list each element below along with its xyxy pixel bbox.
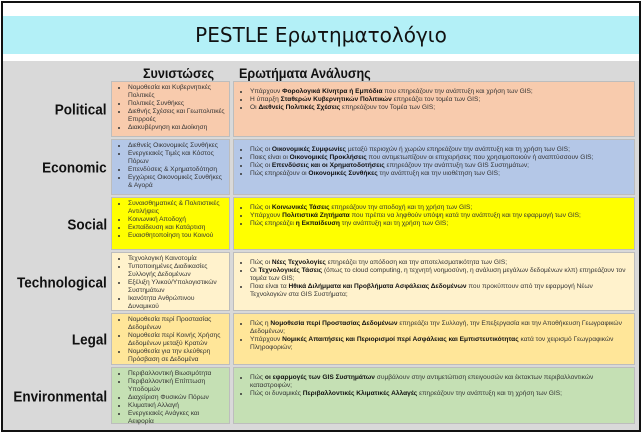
components-header: Συνιστώσες: [143, 65, 215, 81]
component-item: • Περιβαλλοντική Επίπτωση Υποδομών: [128, 378, 225, 394]
pestle-row-environmental: [3, 367, 639, 426]
question-text: Πώς: [250, 374, 265, 381]
question-keyword: Επενδύσεις και οι Χρηματοδοτήσεις: [271, 162, 385, 169]
question-text: Πώς οι δυναμικές: [250, 390, 303, 397]
question-item: [250, 88, 630, 96]
component-item: • Επενδύσεις & Χρηματοδότηση: [128, 166, 225, 174]
question-text: Υπάρχουν: [250, 88, 283, 95]
questions-cell: [233, 313, 635, 365]
question-keyword: Περιβαλλοντικές Κλιματικές Αλλαγές: [302, 390, 418, 397]
question-text: Πώς οι: [250, 204, 272, 211]
component-item: • Κλιματική Αλλαγή: [128, 402, 225, 410]
component-item: • Διαχείριση Φυσικών Πόρων: [128, 394, 225, 402]
component-item: • Νομοθεσία για την ελεύθερη Πρόσβαση σε Δεδομένα: [128, 348, 225, 364]
factor-label: Legal: [71, 331, 107, 349]
components-cell: [111, 81, 230, 137]
question-text: Υπάρχουν: [250, 336, 283, 343]
question-item: [250, 104, 630, 112]
component-item: • Συναισθηματικές & Πολιτιστικές Αντιλήψεις: [128, 200, 225, 216]
question-keyword: Οικονομικές Συμφωνίες: [271, 146, 346, 153]
page-title: PESTLE Ερωτηματολόγιο: [195, 23, 447, 47]
question-keyword: οι εφαρμογές των GIS Συστημάτων: [264, 374, 375, 381]
question-text: που πρέπει να ληφθούν υπόψη κατά την ανάπτυξη και την εφαρμογή των GIS;: [349, 212, 581, 219]
question-keyword: Νέες Τεχνολογίες: [271, 259, 326, 266]
pestle-slide: [1, 1, 641, 432]
component-item: • Περιβαλλοντική Βιωσιμότητα: [128, 370, 225, 378]
question-item: [250, 267, 630, 283]
component-item: • Ικανότητα Ανθρώπινου Δυναμικού: [128, 295, 225, 311]
question-text: επηρεάζει τον τομέα των GIS;: [391, 96, 481, 103]
question-keyword: Οικονομικές Προκλήσεις: [289, 154, 367, 161]
question-keyword: Κοινωνικές Τάσεις: [271, 204, 330, 211]
component-item: • Νομοθεσία και Κυβερνητικές Πολιτικές: [128, 84, 225, 100]
question-text: την ανάπτυξη και τη χρήση των GIS;: [339, 220, 449, 227]
pestle-row-technological: [3, 252, 639, 313]
question-text: Ποιες είναι οι: [250, 154, 290, 161]
questions-cell: [233, 81, 635, 137]
question-item: [250, 259, 630, 267]
component-item: • Εξέλιξη Υλικού/Υπολογιστικών Συστημάτων: [128, 279, 225, 295]
question-item: [250, 170, 630, 178]
pestle-row-economic: [3, 139, 639, 197]
questions-cell: [233, 197, 635, 250]
question-item: [250, 283, 630, 299]
component-item: • Διεθνείς Οικονομικές Συνθήκες: [128, 142, 225, 150]
questions-cell: [233, 139, 635, 195]
component-item: • Νομοθεσία περί Προστασίας Δεδομένων: [128, 316, 225, 332]
pestle-row-legal: [3, 313, 639, 367]
title-band: [3, 16, 639, 54]
components-cell: [111, 197, 230, 250]
question-text: Ποια είναι τα: [250, 283, 289, 290]
question-text: Πώς οι: [250, 259, 272, 266]
question-item: [250, 220, 630, 228]
component-item: • Ευαισθητοποίηση του Κοινού: [128, 232, 225, 240]
question-keyword: Οικονομικές Συνθήκες: [308, 170, 378, 177]
components-cell: [111, 313, 230, 365]
factor-label: Economic: [42, 159, 107, 177]
question-item: [250, 146, 630, 154]
components-cell: [111, 252, 230, 311]
factor-label: Environmental: [13, 388, 107, 405]
question-keyword: Ηθικά Διλήμματα και Προβλήματα Ασφάλειας Δεδομένων: [288, 283, 467, 290]
components-cell: [111, 139, 230, 195]
questions-cell: [233, 367, 635, 424]
question-text: επηρεάζουν την αποδοχή και τη χρήση των GIS;: [329, 204, 473, 211]
question-keyword: η Εκπαίδευση: [295, 220, 340, 227]
question-text: Πώς επηρεάζουν οι: [250, 170, 309, 177]
question-keyword: Νομικές Απαιτήσεις και Περιορισμοί περί Ασφάλειας και Εμπιστευτικότητας: [282, 336, 519, 343]
question-item: [250, 320, 630, 336]
question-text: Οι: [250, 267, 259, 274]
question-item: [250, 212, 630, 220]
question-text: που προκύπτουν από την εφαρμογή Νέων Τεχνολογιών στα GIS Συστήματα;: [250, 283, 593, 298]
pestle-row-social: [3, 197, 639, 252]
component-item: • Ενεργειακές Τιμές και Κόστος Πόρων: [128, 150, 225, 166]
question-item: [250, 390, 630, 398]
factor-label: Technological: [17, 274, 107, 291]
component-item: • Διακυβέρνηση και Διοίκηση: [128, 124, 225, 132]
question-text: (όπως το cloud computing, η τεχνητή νοημοσύνη, η ανάλυση μεγάλων δεδομένων κλπ) επηρεάζουν τον τομέα των GIS;: [250, 267, 626, 282]
question-text: Υπάρχουν: [250, 212, 283, 219]
component-item: • Κοινωνική Αποδοχή: [128, 216, 225, 224]
question-text: Η ύπαρξη: [250, 96, 281, 103]
component-item: • Πολιτικές Συνθήκες: [128, 100, 225, 108]
question-text: που επηρεάζουν την ανάπτυξη και χρήση των GIS;: [382, 88, 533, 95]
question-item: [250, 374, 630, 390]
component-item: • Τυποποιημένες Διαδικασίες Συλλογής Δεδομένων: [128, 263, 225, 279]
question-text: την ανάπτυξη και την υιοθέτηση των GIS;: [377, 170, 500, 177]
component-item: • Τεχνολογική Καινοτομία: [128, 255, 225, 263]
question-text: Πώς η: [250, 320, 271, 327]
component-item: • Διεθνής Σχέσεις και Γεωπολιτικές Επιρροές: [128, 108, 225, 124]
question-text: επηρεάζει την Συλλογή, την Επεξεργασία και την Αποθήκευση Γεωγραφικών Δεδομένων;: [250, 320, 622, 335]
question-item: [250, 162, 630, 170]
question-text: επηρεάζουν την ανάπτυξη των GIS Συστημάτων;: [384, 162, 529, 169]
question-text: κατά τον χειρισμό Γεωγραφικών Πληροφοριών;: [250, 336, 614, 351]
components-cell: [111, 367, 230, 424]
question-keyword: Τεχνολογικές Τάσεις: [258, 267, 323, 274]
question-keyword: Σταθερών Κυβερνητικών Πολιτικών: [280, 96, 392, 103]
question-keyword: Φορολογικά Κίνητρα ή Εμπόδια: [282, 88, 383, 95]
question-text: επηρεάζει την απόδοση και την αποτελεσματικότητα των GIS;: [325, 259, 508, 266]
question-text: Πώς επηρεάζει: [250, 220, 296, 227]
factor-label: Social: [67, 216, 107, 233]
component-item: • Εγχώριες Οικονομικές Συνθήκες & Αγορά: [128, 174, 225, 190]
question-text: συμβάλουν στην αντιμετώπιση επειγουσών και έκτακτων περιβαλλοντικών καταστροφών;: [250, 374, 594, 389]
pestle-row-political: [3, 81, 639, 139]
component-item: • Ενεργειακές Ανάγκες και Αειφορία: [128, 410, 225, 426]
question-keyword: Διεθνείς Πολιτικές Σχέσεις: [258, 104, 341, 111]
factor-label: Political: [55, 101, 107, 119]
question-keyword: Νομοθεσία περί Προστασίας Δεδομένων: [270, 320, 398, 327]
questions-header: Ερωτήματα Ανάλυσης: [239, 65, 371, 81]
question-item: [250, 336, 630, 352]
question-keyword: Πολιτιστικά Ζητήματα: [282, 212, 350, 219]
question-text: Οι: [250, 104, 259, 111]
question-item: [250, 96, 630, 104]
question-text: Πώς οι: [250, 162, 272, 169]
component-item: • Εκπαίδευση και Κατάρτιση: [128, 224, 225, 232]
question-text: Πώς οι: [250, 146, 272, 153]
question-text: που αντιμετωπίζουν οι επιχειρήσεις που χρησιμοποιούν ή αναπτύσσουν GIS;: [366, 154, 594, 161]
question-text: επηρεάζουν την ανάπτυξη και τη χρήση των GIS;: [417, 390, 562, 397]
question-text: επηρεάζουν τον Τομέα των GIS;: [340, 104, 436, 111]
question-text: μεταξύ περιοχών ή χωρών επηρεάζουν την ανάπτυξη και τη χρήση των GIS;: [345, 146, 570, 153]
question-item: [250, 154, 630, 162]
questions-cell: [233, 252, 635, 311]
question-item: [250, 204, 630, 212]
component-item: • Νομοθεσία περί Κοινής Χρήσης Δεδομένων μεταξύ Κρατών: [128, 332, 225, 348]
